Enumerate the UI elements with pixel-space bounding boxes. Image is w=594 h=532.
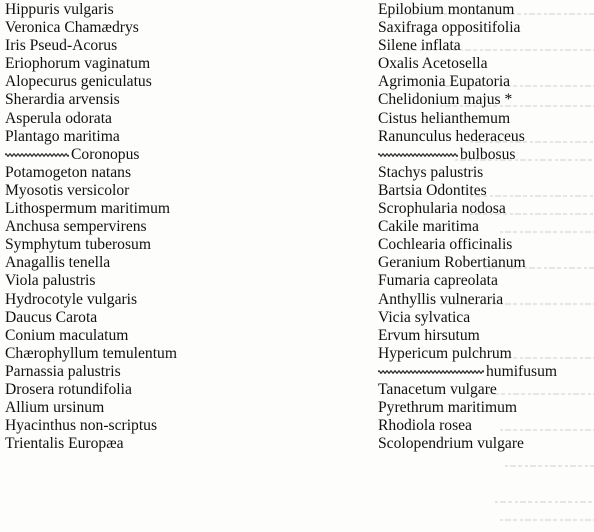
plant-name: Daucus Carota <box>5 308 98 326</box>
plant-entry <box>5 110 365 128</box>
plant-entry <box>5 200 365 218</box>
plant-name: Hippuris vulgaris <box>5 1 114 18</box>
plant-name: Iris Pseud-Acorus <box>5 37 118 55</box>
plant-entry <box>5 417 365 435</box>
plant-name: Lithospermum maritimum <box>5 200 171 218</box>
plant-name: Plantago maritima <box>5 127 120 145</box>
right-column <box>378 1 592 453</box>
wavy-ditto-icon <box>5 151 69 159</box>
plant-name: Hydrocotyle vulgaris <box>5 290 138 308</box>
plant-entry <box>5 128 365 146</box>
plant-entry <box>378 345 592 363</box>
plant-name: Scolopendrium vulgare <box>378 435 524 453</box>
plant-name: Chelidonium majus * <box>378 91 513 109</box>
plant-name: Pyrethrum maritimum <box>378 399 518 417</box>
plant-entry <box>378 218 592 236</box>
plant-name: Potamogeton natans <box>5 163 132 181</box>
plant-entry <box>378 236 592 254</box>
plant-name: Cakile maritima <box>378 218 479 236</box>
plant-entry <box>378 291 592 309</box>
plant-entry <box>378 110 592 128</box>
plant-entry <box>378 55 592 73</box>
plant-name: Hyacinthus non-scriptus <box>5 417 158 435</box>
plant-entry <box>5 1 365 19</box>
plant-entry <box>378 37 592 55</box>
plant-name: Chærophyllum temulentum <box>5 344 177 362</box>
plant-name: Anthyllis vulneraria <box>378 290 504 308</box>
left-column <box>5 1 365 453</box>
plant-entry <box>5 37 365 55</box>
plant-name: Hypericum pulchrum <box>378 344 512 362</box>
plant-name: Geranium Robertianum <box>378 254 526 272</box>
plant-name: Allium ursinum <box>5 399 105 417</box>
plant-entry <box>378 272 592 290</box>
wavy-ditto-icon <box>378 368 484 376</box>
plant-entry <box>378 200 592 218</box>
plant-name: Asperula odorata <box>5 109 112 127</box>
plant-entry <box>5 19 365 37</box>
plant-entry <box>5 55 365 73</box>
plant-name: Anchusa sempervirens <box>5 218 147 236</box>
plant-name: Epilobium montanum <box>378 1 515 18</box>
plant-name: Rhodiola rosea <box>378 417 472 435</box>
plant-name: Symphytum tuberosum <box>5 236 151 254</box>
plant-name: Parnassia palustris <box>5 362 121 380</box>
plant-entry <box>378 417 592 435</box>
plant-entry <box>5 272 365 290</box>
plant-name: Drosera rotundifolia <box>5 380 132 398</box>
plant-name: Cistus helianthemum <box>378 109 511 127</box>
plant-entry <box>5 399 365 417</box>
plant-entry <box>378 254 592 272</box>
plant-entry <box>5 146 365 164</box>
plant-entry <box>378 91 592 109</box>
plant-name: bulbosus <box>460 145 516 163</box>
plant-entry <box>378 164 592 182</box>
plant-name: Coronopus <box>71 145 140 163</box>
plant-entry <box>378 182 592 200</box>
plant-entry <box>378 399 592 417</box>
plant-name: Trientalis Europæa <box>5 435 124 453</box>
plant-name: Alopecurus geniculatus <box>5 73 152 91</box>
plant-entry <box>5 218 365 236</box>
plant-name: Ervum hirsutum <box>378 326 480 344</box>
plant-name: Conium maculatum <box>5 326 129 344</box>
plant-entry <box>5 91 365 109</box>
plant-entry <box>5 345 365 363</box>
plant-entry <box>378 363 592 381</box>
plant-name: Silene inflata <box>378 37 461 55</box>
plant-name: Oxalis Acetosella <box>378 55 488 73</box>
plant-entry <box>378 435 592 453</box>
plant-entry <box>378 1 592 19</box>
plant-entry <box>5 327 365 345</box>
plant-name: Eriophorum vaginatum <box>5 55 151 73</box>
plant-name: Tanacetum vulgare <box>378 380 497 398</box>
plant-name: Cochlearia officinalis <box>378 236 513 254</box>
wavy-ditto-icon <box>378 151 458 159</box>
plant-name: Bartsia Odontites <box>378 181 487 199</box>
plant-entry <box>5 164 365 182</box>
plant-entry <box>5 309 365 327</box>
plant-name: Ranunculus hederaceus <box>378 127 525 145</box>
plant-name: Veronica Chamædrys <box>5 19 139 37</box>
plant-entry <box>378 327 592 345</box>
plant-name: Stachys palustris <box>378 163 484 181</box>
plant-entry <box>378 19 592 37</box>
plant-entry <box>5 182 365 200</box>
plant-name: Saxifraga oppositifolia <box>378 19 521 37</box>
plant-entry <box>5 236 365 254</box>
plant-entry <box>378 128 592 146</box>
plant-entry <box>5 291 365 309</box>
plant-name: Vicia sylvatica <box>378 308 471 326</box>
plant-name: Agrimonia Eupatoria <box>378 73 511 91</box>
plant-entry <box>5 435 365 453</box>
plant-entry <box>378 381 592 399</box>
plant-entry <box>5 73 365 91</box>
plant-name: Fumaria capreolata <box>378 272 498 290</box>
plant-name: Viola palustris <box>5 272 96 290</box>
plant-entry <box>5 363 365 381</box>
plant-entry <box>378 73 592 91</box>
plant-entry <box>5 254 365 272</box>
plant-entry <box>378 309 592 327</box>
plant-name: Scrophularia nodosa <box>378 200 506 218</box>
plant-entry <box>378 146 592 164</box>
plant-name: Sherardia arvensis <box>5 91 120 109</box>
plant-name: Myosotis versicolor <box>5 181 130 199</box>
plant-name: humifusum <box>486 362 558 380</box>
plant-name: Anagallis tenella <box>5 254 111 272</box>
plant-entry <box>5 381 365 399</box>
